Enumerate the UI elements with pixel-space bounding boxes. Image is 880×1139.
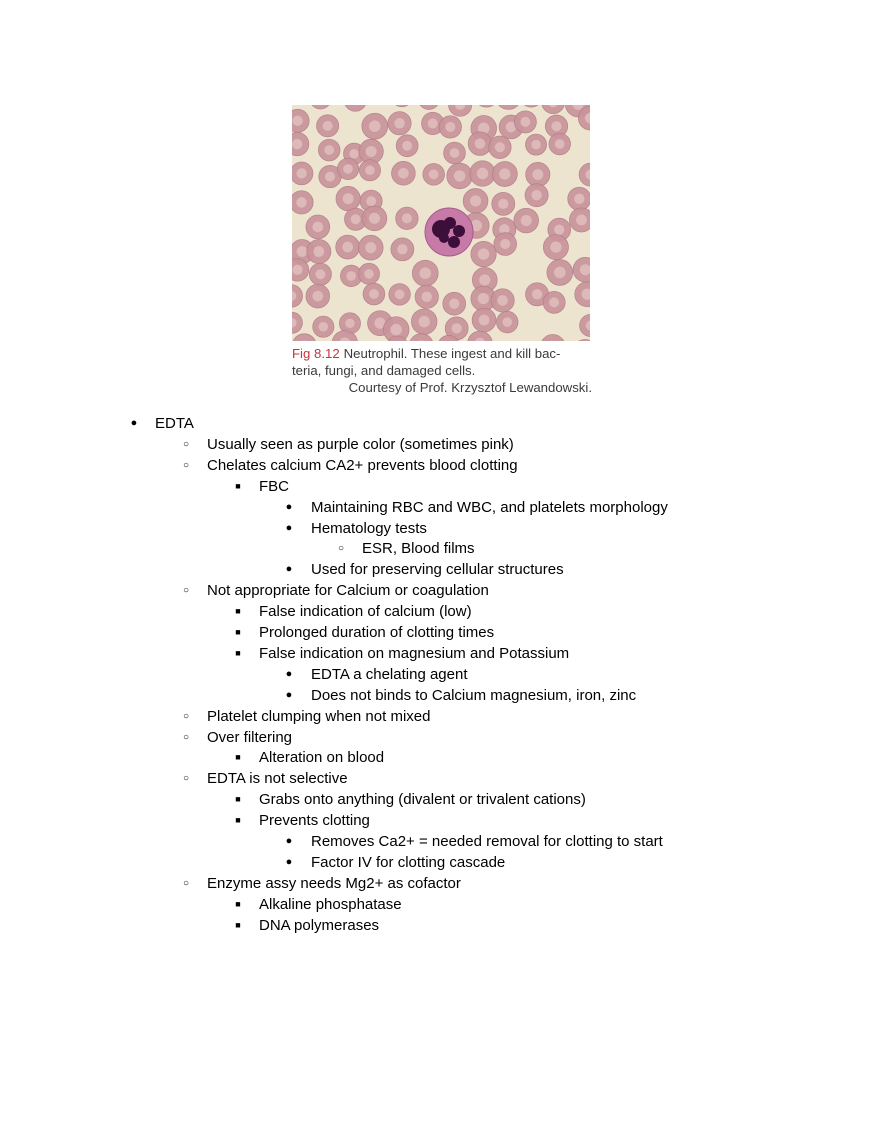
bullet-icon: ○	[182, 459, 190, 471]
red-blood-cell	[514, 208, 539, 233]
red-blood-cell	[489, 136, 511, 158]
red-blood-cell	[423, 164, 445, 186]
list-item-text: Hematology tests	[311, 519, 427, 537]
list-item-text: EDTA a chelating agent	[311, 665, 468, 683]
red-blood-cell	[491, 289, 514, 312]
red-blood-cell	[389, 284, 411, 306]
list-item-text: Maintaining RBC and WBC, and platelets morphology	[311, 498, 668, 516]
red-blood-cell	[444, 142, 466, 164]
list-item-text: Over filtering	[207, 728, 293, 746]
caption-line-1	[292, 345, 592, 362]
bullet-icon: ■	[235, 647, 241, 658]
red-blood-cell	[292, 162, 313, 185]
bullet-icon: ■	[235, 898, 241, 909]
bullet-icon: ●	[285, 500, 293, 513]
bullet-icon: ○	[337, 543, 345, 555]
bullet-icon: ●	[285, 563, 293, 576]
red-blood-cell	[472, 308, 496, 332]
red-blood-cell	[359, 160, 380, 181]
list-item-text: EDTA is not selective	[207, 770, 348, 788]
red-blood-cell	[568, 187, 590, 210]
red-blood-cell	[447, 163, 473, 189]
red-blood-cell	[543, 235, 568, 260]
red-blood-cell	[358, 235, 383, 260]
red-blood-cell	[362, 113, 388, 139]
red-blood-cell	[318, 139, 340, 161]
red-blood-cell	[307, 239, 331, 263]
list-item-text: Factor IV for clotting cascade	[311, 853, 506, 871]
red-blood-cell	[514, 111, 536, 133]
bullet-icon: ○	[182, 731, 190, 743]
red-blood-cell	[336, 235, 360, 259]
bullet-icon: ■	[235, 919, 241, 930]
list-item-text: False indication on magnesium and Potassium	[259, 644, 570, 662]
red-blood-cell	[497, 311, 518, 332]
list-item-text: Alkaline phosphatase	[259, 895, 402, 913]
bullet-icon: ●	[285, 667, 293, 680]
red-blood-cell	[362, 206, 387, 231]
red-blood-cell	[569, 208, 590, 232]
red-blood-cell	[392, 161, 416, 185]
bullet-icon: ●	[130, 417, 138, 429]
red-blood-cell	[439, 116, 461, 138]
red-blood-cell	[358, 263, 379, 284]
red-blood-cell	[549, 133, 571, 155]
caption-line-2: teria, fungi, and damaged cells.	[292, 363, 476, 378]
list-item-text: ESR, Blood films	[362, 540, 475, 558]
bullet-icon: ○	[182, 877, 190, 889]
red-blood-cell	[411, 309, 437, 335]
red-blood-cell	[443, 292, 466, 315]
list-item-text: Grabs onto anything (divalent or trivalent cations)	[259, 791, 586, 809]
red-blood-cell	[363, 283, 385, 305]
list-item-text: Removes Ca2+ = needed removal for clotting to start	[311, 833, 663, 850]
list-item-text: False indication of calcium (low)	[259, 603, 472, 621]
bullet-icon: ●	[285, 521, 293, 534]
list-item-text: Platelet clumping when not mixed	[207, 707, 431, 725]
red-blood-cell	[396, 207, 418, 229]
red-blood-cell	[415, 285, 438, 308]
list-item-text: Usually seen as purple color (sometimes pink)	[207, 435, 514, 453]
red-blood-cell	[396, 135, 418, 157]
blood-smear-image	[292, 105, 590, 341]
figure-label: Fig 8.12	[292, 346, 340, 361]
red-blood-cell	[525, 184, 548, 207]
bullet-icon: ○	[182, 710, 190, 722]
bullet-icon: ●	[285, 835, 293, 847]
red-blood-cell	[336, 186, 360, 210]
red-blood-cell	[526, 162, 550, 186]
figure-caption	[292, 345, 592, 396]
red-blood-cell	[313, 316, 334, 337]
neutrophil-cell	[425, 208, 473, 256]
red-blood-cell	[526, 134, 547, 155]
bullet-icon: ■	[235, 480, 241, 491]
red-blood-cell	[306, 284, 330, 308]
list-item-text: Chelates calcium CA2+ prevents blood clotting	[207, 456, 518, 474]
bullet-icon: ■	[235, 627, 241, 637]
list-item-text: Alteration on blood	[259, 749, 385, 767]
list-item-text: FBC	[259, 477, 289, 495]
red-blood-cell	[543, 291, 565, 313]
list-item-text: Not appropriate for Calcium or coagulation	[207, 582, 489, 600]
list-item-text: DNA polymerases	[259, 916, 380, 934]
red-blood-cell	[309, 263, 331, 285]
red-blood-cell	[388, 112, 411, 135]
bullet-icon: ○	[182, 585, 190, 597]
red-blood-cell	[391, 238, 414, 261]
bullet-icon: ●	[285, 855, 293, 868]
red-blood-cell	[547, 260, 573, 286]
list-item-text: Enzyme assy needs Mg2+ as cofactor	[207, 874, 461, 892]
list-item-text: Does not binds to Calcium magnesium, iron, zinc	[311, 686, 637, 704]
neutrophil-micrograph	[292, 105, 590, 341]
red-blood-cell	[494, 233, 517, 256]
red-blood-cell	[412, 260, 438, 286]
bullet-icon: ■	[235, 606, 241, 617]
bullet-icon: ○	[182, 438, 190, 450]
red-blood-cell	[492, 162, 517, 187]
red-blood-cell	[492, 192, 515, 215]
list-item-text: EDTA	[155, 415, 194, 432]
figure-credit: Courtesy of Prof. Krzysztof Lewandowski.	[348, 380, 592, 395]
red-blood-cell	[471, 241, 496, 266]
bullet-icon: ■	[235, 794, 241, 805]
red-blood-cell	[317, 115, 339, 137]
red-blood-cell	[470, 161, 495, 186]
red-blood-cell	[337, 158, 358, 179]
list-item-text: Prevents clotting	[259, 812, 370, 830]
caption-text-1: Neutrophil. These ingest and kill bac-	[343, 346, 561, 361]
red-blood-cell	[306, 215, 330, 239]
red-blood-cell	[292, 191, 313, 214]
bullet-icon: ●	[285, 688, 293, 701]
list-item-text: Prolonged duration of clotting times	[259, 624, 495, 641]
bullet-icon: ■	[235, 752, 241, 763]
list-item-text: Used for preserving cellular structures	[311, 561, 564, 579]
red-blood-cell	[463, 189, 488, 214]
bullet-icon: ○	[182, 773, 190, 785]
bullet-icon: ■	[235, 815, 241, 826]
red-blood-cell	[468, 132, 491, 155]
